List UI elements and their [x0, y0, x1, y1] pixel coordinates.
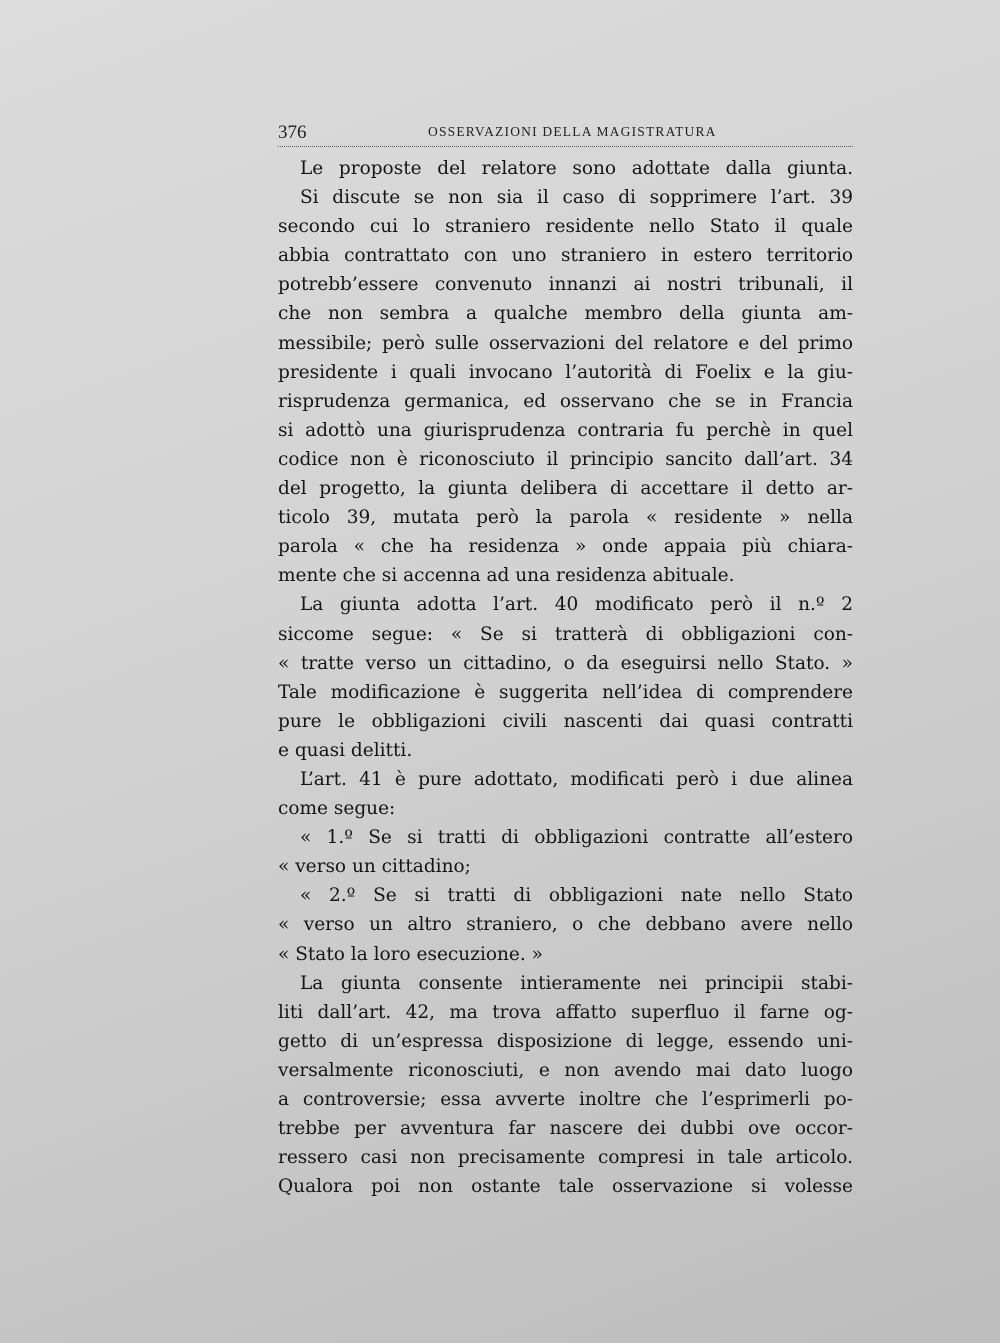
- text-line: mente che si accenna ad una residenza abituale.: [278, 565, 735, 587]
- text-line: trebbe per avventura far nascere dei dubbi ove occor-: [278, 1118, 853, 1140]
- text-line: risprudenza germanica, ed osservano che se in Francia: [278, 390, 853, 412]
- running-head: OSSERVAZIONI DELLA MAGISTRATURA: [428, 124, 717, 139]
- text-line: ressero casi non precisamente compresi in tale articolo.: [278, 1147, 853, 1169]
- text-line: presidente i quali invocano l’autorità di Foelix e la giu-: [278, 361, 853, 383]
- text-line: parola « che ha residenza » onde appaia più chiara-: [278, 536, 853, 558]
- text-line: « verso un cittadino;: [278, 856, 471, 878]
- text-line: versalmente riconosciuti, e non avendo mai dato luogo: [278, 1059, 853, 1081]
- page-header: [278, 120, 853, 147]
- text-line: si adottò una giurisprudenza contraria fu perchè in quel: [278, 419, 853, 441]
- text-line: ticolo 39, mutata però la parola « residente » nella: [278, 507, 853, 529]
- text-line: come segue:: [278, 798, 396, 820]
- text-line: potrebb’essere convenuto innanzi ai nostri tribunali, il: [278, 274, 853, 296]
- text-line: La giunta consente intieramente nei principii stabi-: [300, 972, 853, 994]
- text-line: messibile; però sulle osservazioni del relatore e del primo: [278, 332, 853, 354]
- text-line: codice non è riconosciuto il principio sancito dall’art. 34: [278, 448, 853, 470]
- body-text: [278, 154, 853, 1201]
- text-line: abbia contrattato con uno straniero in estero territorio: [278, 245, 853, 267]
- text-line: « 2.º Se si tratti di obbligazioni nate nello Stato: [300, 885, 853, 907]
- text-line: Si discute se non sia il caso di sopprimere l’art. 39: [300, 187, 853, 209]
- text-line: L’art. 41 è pure adottato, modificati però i due alinea: [300, 768, 853, 790]
- text-line: « tratte verso un cittadino, o da eseguirsi nello Stato. »: [278, 652, 853, 674]
- text-line: « 1.º Se si tratti di obbligazioni contratte all’estero: [300, 827, 853, 849]
- text-line: liti dall’art. 42, ma trova affatto superfluo il farne og-: [278, 1001, 853, 1023]
- text-line: « verso un altro straniero, o che debbano avere nello: [278, 914, 853, 936]
- text-line: Qualora poi non ostante tale osservazione si volesse: [278, 1176, 853, 1198]
- text-line: getto di un’espressa disposizione di legge, essendo uni-: [278, 1030, 853, 1052]
- text-line: siccome segue: « Se si tratterà di obbligazioni con-: [278, 623, 853, 645]
- text-line: Tale modificazione è suggerita nell’idea di comprendere: [278, 681, 853, 703]
- text-line: « Stato la loro esecuzione. »: [278, 943, 543, 965]
- text-line: Le proposte del relatore sono adottate dalla giunta.: [300, 158, 853, 179]
- text-line: La giunta adotta l’art. 40 modificato però il n.º 2: [300, 594, 853, 616]
- text-line: e quasi delitti.: [278, 739, 413, 761]
- page-number: 376: [278, 122, 307, 143]
- text-line: del progetto, la giunta delibera di accettare il detto ar-: [278, 478, 853, 500]
- text-line: secondo cui lo straniero residente nello Stato il quale: [278, 216, 853, 238]
- text-line: che non sembra a qualche membro della giunta am-: [278, 303, 853, 325]
- text-line: a controversie; essa avverte inoltre che l’esprimerli po-: [278, 1089, 853, 1110]
- text-line: pure le obbligazioni civili nascenti dai quasi contratti: [278, 710, 853, 732]
